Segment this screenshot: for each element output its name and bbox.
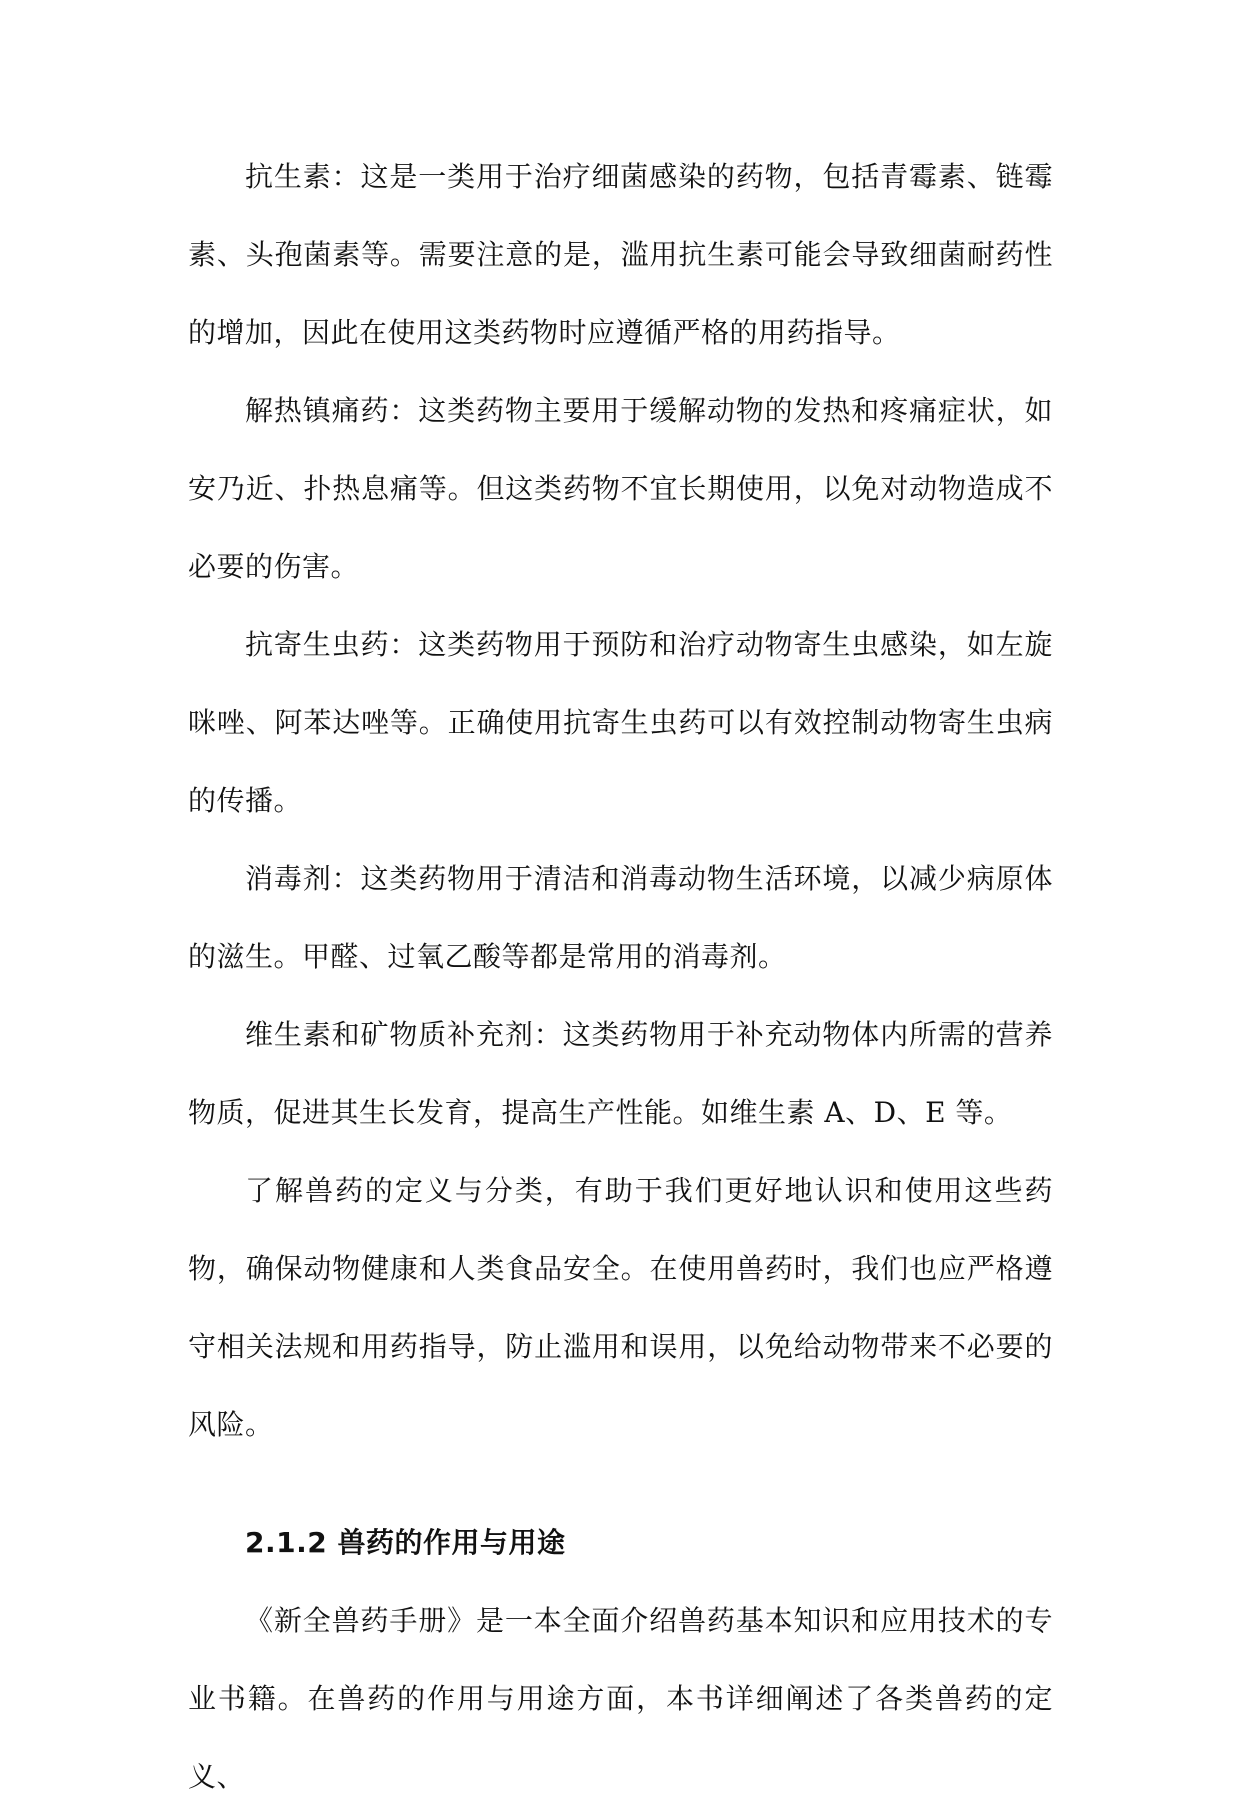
- paragraph-antipyretics: 解热镇痛药：这类药物主要用于缓解动物的发热和疼痛症状，如安乃近、扑热息痛等。但这类药物不宜长期使用，以免对动物造成不必要的伤害。: [188, 394, 1053, 583]
- paragraph-vitamins: 维生素和矿物质补充剂：这类药物用于补充动物体内所需的营养物质，促进其生长发育，提高生产性能。如维生素 A、D、E 等。: [188, 1018, 1053, 1129]
- paragraph-summary: 了解兽药的定义与分类，有助于我们更好地认识和使用这些药物，确保动物健康和人类食品安全。在使用兽药时，我们也应严格遵守相关法规和用药指导，防止滥用和误用，以免给动物带来不必要的风险。: [188, 1174, 1053, 1441]
- document-body: [188, 138, 1053, 1816]
- paragraph-antiparasitics: 抗寄生虫药：这类药物用于预防和治疗动物寄生虫感染，如左旋咪唑、阿苯达唑等。正确使用抗寄生虫药可以有效控制动物寄生虫病的传播。: [188, 628, 1053, 817]
- section-heading: 2.1.2 兽药的作用与用途: [245, 1526, 566, 1559]
- paragraph-handbook-intro: 《新全兽药手册》是一本全面介绍兽药基本知识和应用技术的专业书籍。在兽药的作用与用途方面，本书详细阐述了各类兽药的定义、: [188, 1604, 1053, 1793]
- paragraph-disinfectants: 消毒剂：这类药物用于清洁和消毒动物生活环境，以减少病原体的滋生。甲醛、过氧乙酸等都是常用的消毒剂。: [188, 862, 1053, 973]
- paragraph-antibiotics: 抗生素：这是一类用于治疗细菌感染的药物，包括青霉素、链霉素、头孢菌素等。需要注意的是，滥用抗生素可能会导致细菌耐药性的增加，因此在使用这类药物时应遵循严格的用药指导。: [188, 160, 1053, 349]
